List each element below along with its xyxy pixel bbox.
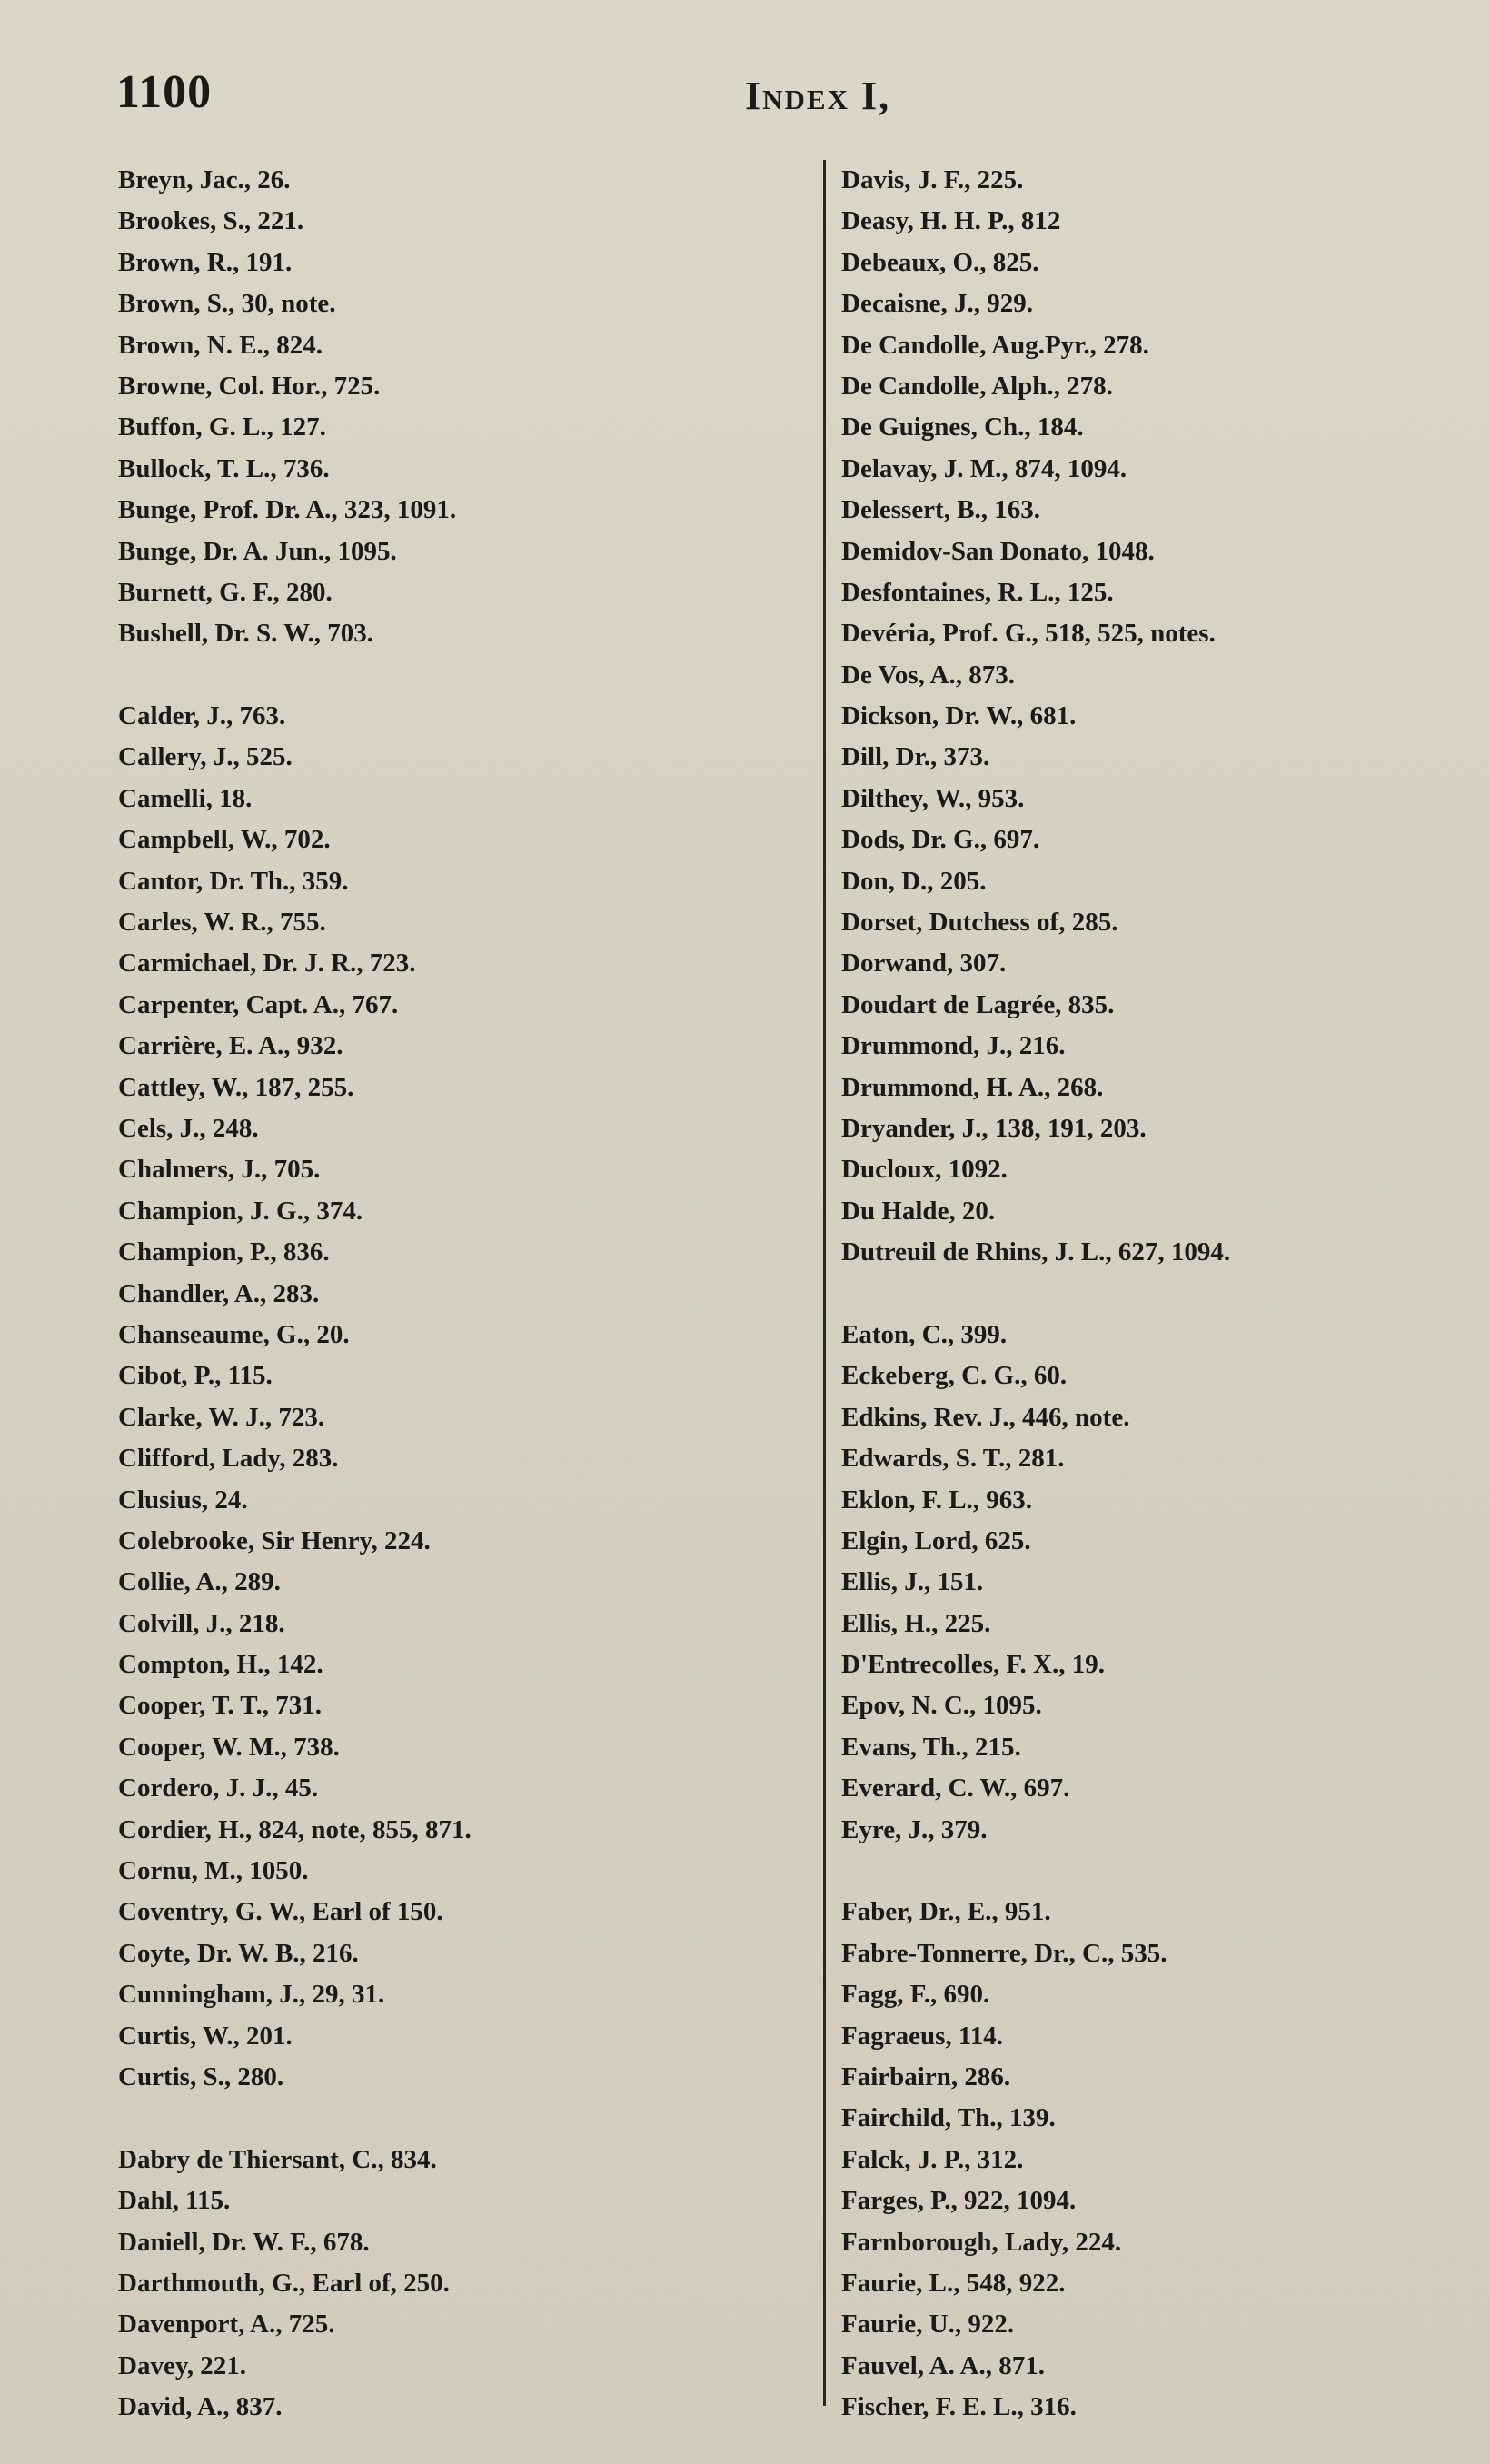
index-entry: Farnborough, Lady, 224. [841,2227,1122,2257]
index-entry: Daniell, Dr. W. F., 678. [118,2227,370,2257]
index-entry: Fauvel, A. A., 871. [841,2350,1045,2380]
index-entry: Delavay, J. M., 874, 1094. [841,453,1127,483]
index-entry: Collie, A., 289. [118,1567,281,1597]
index-entry: Carles, W. R., 755. [118,908,326,938]
index-entry: Drummond, J., 216. [841,1031,1066,1061]
index-entry: Dabry de Thiersant, C., 834. [118,2144,437,2174]
index-entry: Chalmers, J., 705. [118,1155,321,1185]
section-gap [841,1851,1477,1892]
index-entry: Cordero, J. J., 45. [118,1773,319,1803]
index-entry: Everard, C. W., 697. [841,1773,1070,1803]
index-entry: Brown, R., 191. [118,247,293,277]
index-entry: Browne, Col. Hor., 725. [118,371,381,401]
index-entry: Burnett, G. F., 280. [118,577,333,607]
index-entry: Fairbairn, 286. [841,2062,1011,2091]
index-entry: Edkins, Rev. J., 446, note. [841,1402,1130,1432]
index-entry: Farges, P., 922, 1094. [841,2186,1077,2216]
index-entry: Eyre, J., 379. [841,1814,988,1844]
index-entry: Cattley, W., 187, 255. [118,1072,354,1102]
index-entry: Drummond, H. A., 268. [841,1072,1104,1102]
index-entry: Davey, 221. [118,2350,246,2380]
index-entry: Clifford, Lady, 283. [118,1444,339,1474]
index-entry: Coyte, Dr. W. B., 216. [118,1938,359,1968]
index-entry: Compton, H., 142. [118,1650,323,1680]
index-entry: Debeaux, O., 825. [841,247,1039,277]
section-gap [118,2098,809,2139]
index-entry: Clarke, W. J., 723. [118,1402,325,1432]
index-entry: Don, D., 205. [841,866,987,896]
index-entry: Cantor, Dr. Th., 359. [118,866,349,896]
index-entry: Cooper, T. T., 731. [118,1691,322,1721]
index-entry: Fagraeus, 114. [841,2021,1004,2051]
index-entry: D'Entrecolles, F. X., 19. [841,1650,1105,1680]
index-entry: Curtis, S., 280. [118,2062,284,2091]
index-entry: De Guignes, Ch., 184. [841,412,1084,442]
index-entry: Dutreuil de Rhins, J. L., 627, 1094. [841,1237,1231,1267]
index-entry: Cooper, W. M., 738. [118,1732,340,1762]
index-entry: Doudart de Lagrée, 835. [841,989,1115,1019]
index-entry: Chanseaume, G., 20. [118,1319,350,1349]
index-entry: Davis, J. F., 225. [841,165,1024,194]
index-entry: Clusius, 24. [118,1485,248,1515]
section-gap [841,1274,1477,1315]
index-entry: Evans, Th., 215. [841,1732,1021,1762]
index-entry: Colebrooke, Sir Henry, 224. [118,1525,431,1555]
index-entry: Carrière, E. A., 932. [118,1031,343,1061]
index-entry: Fairchild, Th., 139. [841,2103,1056,2133]
index-entry: Callery, J., 525. [118,742,293,772]
index-entry: Dods, Dr. G., 697. [841,825,1040,855]
index-entry: Eaton, C., 399. [841,1319,1008,1349]
index-entry: Champion, J. G., 374. [118,1196,363,1226]
index-entry: Davenport, A., 725. [118,2310,335,2340]
index-entry: Dill, Dr., 373. [841,742,990,772]
index-entry: Cunningham, J., 29, 31. [118,1980,385,2010]
index-entry: Dahl, 115. [118,2186,231,2216]
index-entry: Devéria, Prof. G., 518, 525, notes. [841,619,1216,649]
index-entry: Ellis, J., 151. [841,1567,984,1597]
index-entry: De Candolle, Aug.Pyr., 278. [841,330,1149,360]
index-entry: Cordier, H., 824, note, 855, 871. [118,1814,472,1844]
index-entry: Falck, J. P., 312. [841,2144,1024,2174]
index-entry: Colvill, J., 218. [118,1608,285,1638]
index-entry: Demidov-San Donato, 1048. [841,536,1155,566]
index-entry: Camelli, 18. [118,783,253,813]
index-entry: Brown, N. E., 824. [118,330,323,360]
index-entry: Champion, P., 836. [118,1237,330,1267]
index-entry: Fischer, F. E. L., 316. [841,2392,1077,2422]
page-number: 1100 [116,66,213,118]
index-entry: Campbell, W., 702. [118,825,331,855]
column-divider [823,160,826,2406]
right-column [841,160,1477,2428]
index-entry: Carmichael, Dr. J. R., 723. [118,949,416,979]
index-entry: Faber, Dr., E., 951. [841,1897,1051,1927]
index-entry: Dilthey, W., 953. [841,783,1025,813]
index-entry: Elgin, Lord, 625. [841,1525,1031,1555]
index-entry: Carpenter, Capt. A., 767. [118,989,399,1019]
index-entry: Ellis, H., 225. [841,1608,991,1638]
index-entry: Darthmouth, G., Earl of, 250. [118,2268,450,2298]
section-gap [118,655,809,696]
index-entry: Ducloux, 1092. [841,1155,1008,1185]
index-entry: Eckeberg, C. G., 60. [841,1361,1068,1391]
index-entry: Faurie, U., 922. [841,2310,1015,2340]
index-entry: Buffon, G. L., 127. [118,412,326,442]
index-entry: Curtis, W., 201. [118,2021,293,2051]
index-entry: Fagg, F., 690. [841,1980,990,2010]
index-entry: Desfontaines, R. L., 125. [841,577,1114,607]
index-entry: Bunge, Prof. Dr. A., 323, 1091. [118,495,457,525]
index-entry: Cels, J., 248. [118,1113,259,1143]
index-entry: Brown, S., 30, note. [118,289,336,319]
index-entry: Brookes, S., 221. [118,206,304,236]
index-entry: Du Halde, 20. [841,1196,996,1226]
index-entry: Delessert, B., 163. [841,495,1041,525]
index-entry: Dorset, Dutchess of, 285. [841,908,1118,938]
index-entry: Fabre-Tonnerre, Dr., C., 535. [841,1938,1167,1968]
index-entry: Breyn, Jac., 26. [118,165,291,194]
index-entry: Bullock, T. L., 736. [118,453,330,483]
index-entry: Cornu, M., 1050. [118,1856,309,1886]
index-entry: Bunge, Dr. A. Jun., 1095. [118,536,397,566]
index-entry: Calder, J., 763. [118,701,286,731]
index-entry: Deasy, H. H. P., 812 [841,206,1061,236]
index-entry: Cibot, P., 115. [118,1361,273,1391]
index-entry: Faurie, L., 548, 922. [841,2268,1066,2298]
index-entry: Edwards, S. T., 281. [841,1444,1065,1474]
index-entry: De Vos, A., 873. [841,660,1015,690]
index-entry: Dryander, J., 138, 191, 203. [841,1113,1147,1143]
index-entry: Chandler, A., 283. [118,1278,320,1308]
index-entry: Bushell, Dr. S. W., 703. [118,619,373,649]
index-entry: Coventry, G. W., Earl of 150. [118,1897,443,1927]
left-column [118,160,809,2428]
index-entry: Epov, N. C., 1095. [841,1691,1042,1721]
index-entry: Decaisne, J., 929. [841,289,1034,319]
index-entry: Eklon, F. L., 963. [841,1485,1033,1515]
index-entry: Dickson, Dr. W., 681. [841,701,1077,731]
index-entry: Dorwand, 307. [841,949,1007,979]
index-entry: David, A., 837. [118,2392,283,2422]
running-head: Index I, [745,74,891,118]
index-entry: De Candolle, Alph., 278. [841,371,1113,401]
